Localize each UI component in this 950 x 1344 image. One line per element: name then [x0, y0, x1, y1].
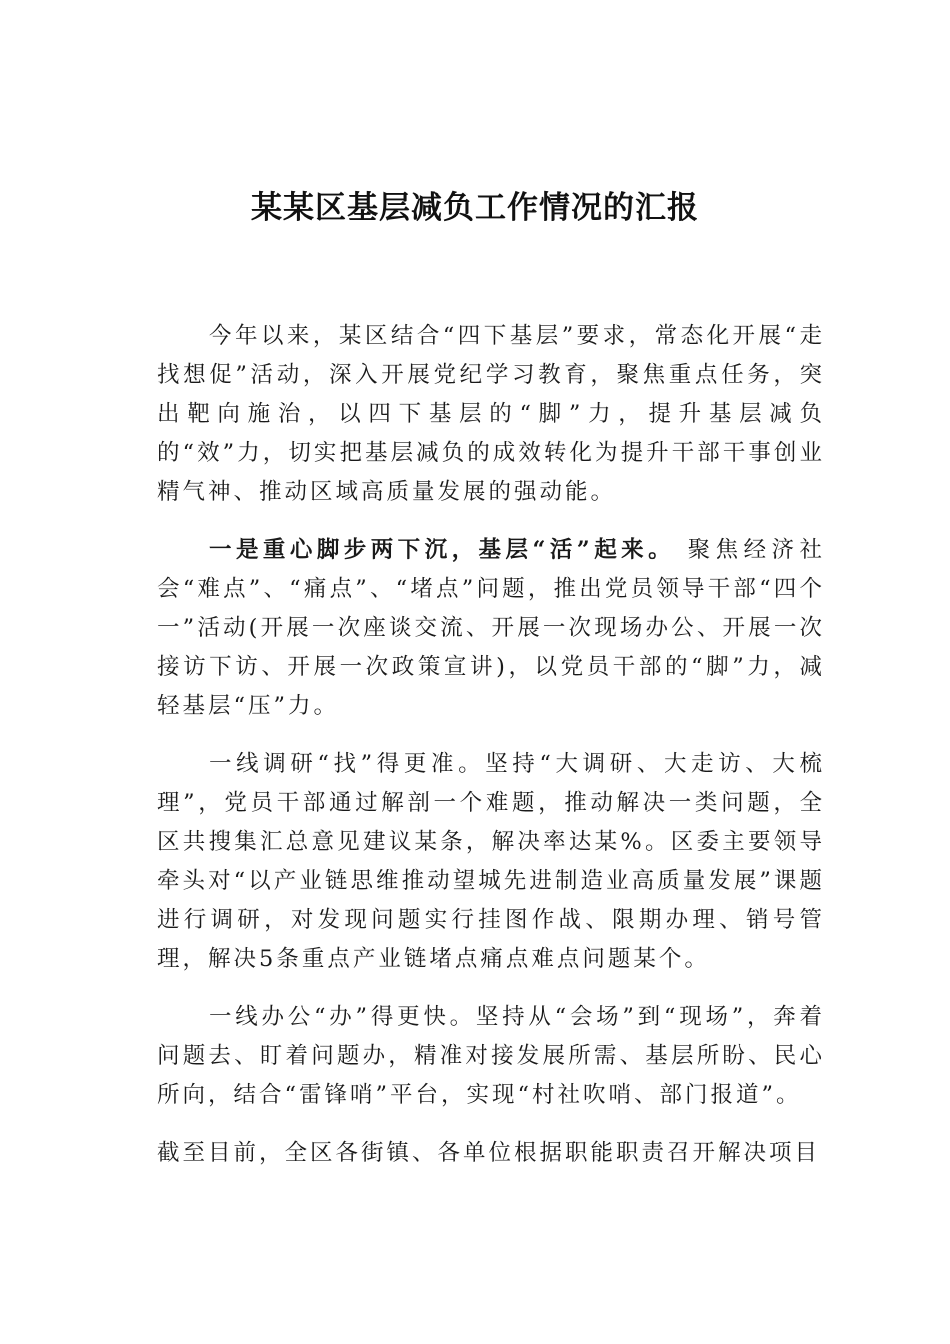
- paragraph-text: 一线办公“办”得更快。坚持从“会场”到“现场”，奔着问题去、盯着问题办，精准对接发展所需、基层所盼、民心所向，结合“雷锋哨”平台，实现“村社吹哨、部门报道”。: [157, 1004, 825, 1108]
- paragraph-office: [157, 998, 825, 1115]
- document-title: 某某区基层减负工作情况的汇报: [251, 190, 699, 226]
- paragraph-research: [157, 745, 825, 979]
- paragraph-section-one: [157, 531, 825, 726]
- paragraph-text: 今年以来，某区结合“四下基层”要求，常态化开展“走找想促”活动，深入开展党纪学习教育，聚焦重点任务，突出靶向施治，以四下基层的“脚”力，提升基层减负的“效”力，切实把基层减负的成效转化为提升干部干事创业精气神、推动区域高质量发展的强动能。: [157, 323, 825, 505]
- paragraph-status: [157, 1134, 825, 1173]
- paragraph-intro: [157, 317, 825, 512]
- paragraph-text: 一线调研“找”得更准。坚持“大调研、大走访、大梳理”，党员干部通过解剖一个难题，推动解决一类问题，全区共搜集汇总意见建议某条，解决率达某%。区委主要领导牵头对“以产业链思维推动望城先进制造业高质量发展”课题进行调研，对发现问题实行挂图作战、限期办理、销号管理，解决5条重点产业链堵点痛点难点问题某个。: [157, 751, 825, 972]
- paragraph-text: 截至目前，全区各街镇、各单位根据职能职责召开解决项目: [157, 1140, 821, 1166]
- document-body: [157, 317, 825, 1192]
- paragraph-text: 聚焦经济社会“难点”、“痛点”、“堵点”问题，推出党员领导干部“四个一”活动(开展一次座谈交流、开展一次现场办公、开展一次接访下访、开展一次政策宣讲)，以党员干部的“脚”力，减轻基层“压”力。: [157, 537, 825, 719]
- paragraph-lead-heading: 一是重心脚步两下沉，基层“活”起来。: [209, 537, 676, 563]
